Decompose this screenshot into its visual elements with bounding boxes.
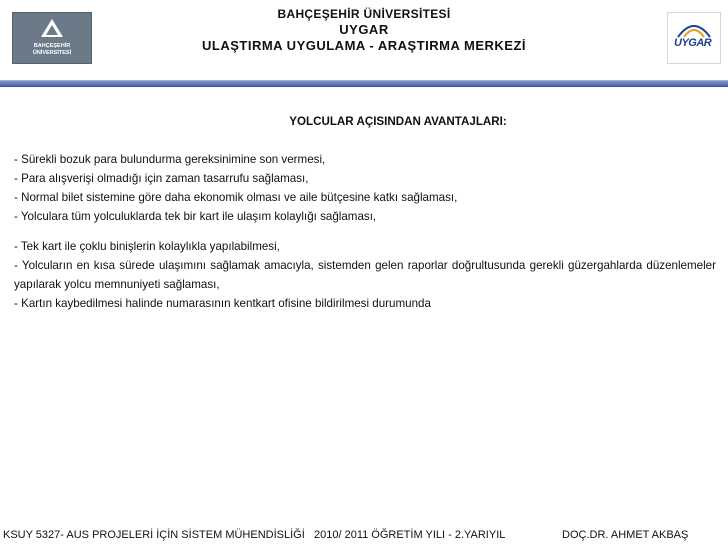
footer-course: KSUY 5327- AUS PROJELERİ İÇİN SİSTEM MÜHENDİSLİĞİ [3, 529, 305, 541]
header-title-block [120, 6, 608, 55]
list-item: - Normal bilet sistemine göre daha ekonomik olması ve aile bütçesine katkı sağlaması, [14, 191, 458, 204]
university-name: BAHÇEŞEHİR ÜNİVERSİTESİ [277, 7, 451, 21]
university-emblem-icon [40, 18, 64, 38]
center-short-name: UYGAR [339, 22, 389, 37]
uygar-logo-text: UYGAR [674, 37, 712, 49]
list-item: - Kartın kaybedilmesi halinde numarasının kentkart ofisine bildirilmesi durumunda [14, 297, 431, 310]
slide-header [0, 0, 728, 80]
university-logo-text: BAHÇEŞEHİR ÜNİVERSİTESİ [32, 43, 72, 56]
list-item: - Sürekli bozuk para bulundurma gereksinimine son vermesi, [14, 153, 326, 166]
uygar-logo [667, 12, 721, 64]
list-item: - Para alışverişi olmadığı için zaman tasarrufu sağlaması, [14, 172, 309, 185]
bahcesehir-university-logo [12, 12, 92, 64]
paragraph-gap [14, 226, 716, 237]
footer-author: DOÇ.DR. AHMET AKBAŞ [562, 529, 689, 541]
slide-footer [0, 524, 728, 546]
section-title: YOLCULAR AÇISINDAN AVANTAJLARI: [289, 115, 507, 128]
uygar-arc-icon [676, 19, 712, 39]
list-item: - Yolculara tüm yolculuklarda tek bir kart ile ulaşım kolaylığı sağlaması, [14, 210, 377, 223]
header-divider [0, 80, 728, 87]
center-full-name: ULAŞTIRMA UYGULAMA - ARAŞTIRMA MERKEZİ [202, 38, 526, 53]
list-item: - Tek kart ile çoklu binişlerin kolaylıkla yapılabilmesi, [14, 240, 280, 253]
footer-term: 2010/ 2011 ÖĞRETİM YILI - 2.YARIYIL [314, 529, 506, 541]
list-item: - Yolcuların en kısa sürede ulaşımını sağlamak amacıyla, sistemden gelen raporlar doğrultusunda gerekli güzergahlarda düzenlemeler yapılarak yolcu memnuniyeti sağlaması, [14, 259, 716, 291]
slide-body [14, 112, 716, 313]
